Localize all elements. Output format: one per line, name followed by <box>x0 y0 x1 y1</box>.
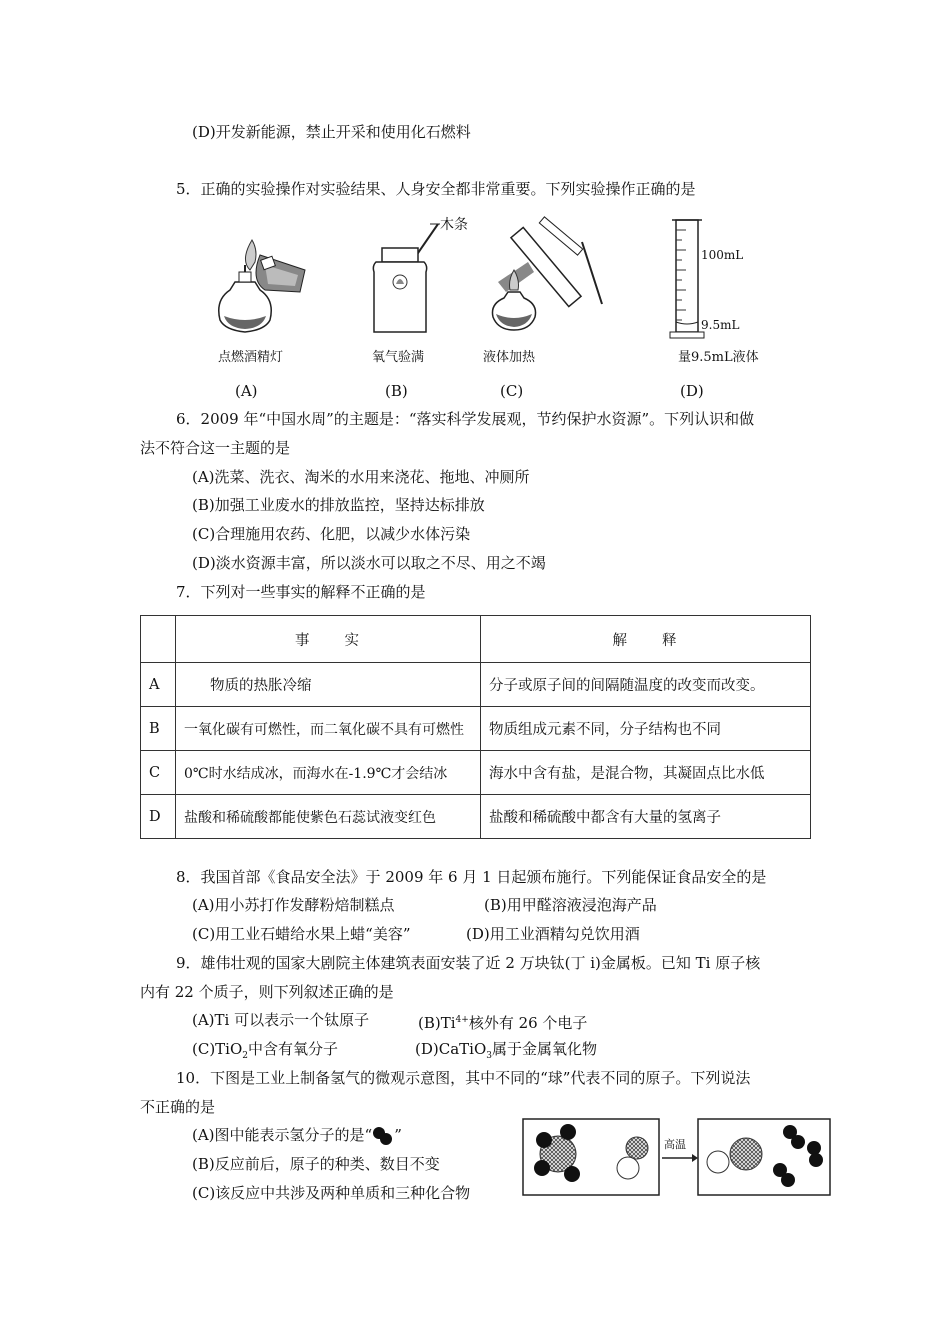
row-letter: B <box>141 707 176 751</box>
figure-b-label: 氧气验满 <box>372 350 425 365</box>
q10-option-c: (C)该反应中共涉及两种单质和三种化合物 <box>192 1184 471 1202</box>
figure-a-label: 点燃酒精灯 <box>218 350 284 365</box>
q9-b-post: 核外有 26 个电子 <box>468 1014 588 1032</box>
cylinder-top-mark: 100mL <box>701 248 744 262</box>
header-blank <box>141 616 176 663</box>
row-letter: A <box>141 663 176 707</box>
q8-option-c: (C)用工业石蜡给水果上蜡“美容” <box>192 925 411 943</box>
q10-stem-line2: 不正确的是 <box>140 1098 216 1116</box>
table-row <box>141 751 811 795</box>
q10-option-a <box>192 1124 402 1146</box>
table-header-row <box>141 616 811 663</box>
row-explain: 海水中含有盐，是混合物，其凝固点比水低 <box>481 751 811 795</box>
header-fact: 事 实 <box>176 616 481 663</box>
q9-option-a: (A)Ti 可以表示一个钛原子 <box>192 1011 370 1029</box>
q8-stem: 8．我国首部《食品安全法》于 2009 年 6 月 1 日起颁布施行。下列能保证食品安全的是 <box>176 868 767 886</box>
row-letter: D <box>141 795 176 839</box>
q9-d-pre: (D)CaTiO <box>415 1040 487 1058</box>
facts-table <box>140 615 811 839</box>
q9-option-b <box>418 1009 587 1034</box>
row-fact: 一氧化碳有可燃性，而二氧化碳不具有可燃性 <box>176 707 481 751</box>
q5-letter-a: (A) <box>235 382 258 400</box>
row-fact: 0℃时水结成冰，而海水在-1.9℃才会结冰 <box>176 751 481 795</box>
hydrogen-molecule-icon <box>372 1126 394 1146</box>
q5-letter-d: (D) <box>680 382 704 400</box>
q5-stem: 5．正确的实验操作对实验结果、人身安全都非常重要。下列实验操作正确的是 <box>176 180 696 198</box>
q6-option-c: (C)合理施用农药、化肥，以减少水体污染 <box>192 525 471 543</box>
q5-letter-c: (C) <box>500 382 524 400</box>
row-letter: C <box>141 751 176 795</box>
q8-option-b: (B)用甲醛溶液浸泡海产品 <box>484 896 657 914</box>
q6-stem-line1: 6．2009 年“中国水周”的主题是：“落实科学发展观，节约保护水资源”。下列认识和做 <box>176 410 755 428</box>
q6-option-a: (A)洗菜、洗衣、淘米的水用来浇花、拖地、冲厕所 <box>192 468 530 486</box>
q9-d-sub: 3 <box>486 1051 492 1061</box>
figure-a-lighting-lamp <box>210 220 320 340</box>
q9-d-post: 属于金属氧化物 <box>491 1040 597 1058</box>
figure-c-label: 液体加热 <box>483 350 536 365</box>
q9-c-pre: (C)TiO <box>192 1040 243 1058</box>
q5-letter-b: (B) <box>385 382 408 400</box>
cylinder-level-mark: 9.5mL <box>701 318 740 332</box>
q9-option-d <box>415 1038 597 1067</box>
q9-c-sub: 2 <box>242 1051 249 1061</box>
q6-option-b: (B)加强工业废水的排放监控，坚持达标排放 <box>192 496 485 514</box>
q9-stem-line1: 9．雄伟壮观的国家大剧院主体建筑表面安装了近 2 万块钛(丁 i)金属板。已知 Ti 原子核 <box>176 954 761 972</box>
q10-a-pre: (A)图中能表示氢分子的是“ <box>192 1126 373 1144</box>
q10-stem-line1: 10．下图是工业上制备氢气的微观示意图，其中不同的“球”代表不同的原子。下列说法 <box>176 1069 751 1087</box>
table-row <box>141 707 811 751</box>
high-temperature-label: 高温 <box>664 1138 686 1151</box>
q9-b-pre: (B)Ti <box>418 1014 456 1032</box>
figure-d-label: 量9.5mL液体 <box>678 350 759 365</box>
q10-a-post: ” <box>394 1126 402 1144</box>
row-fact: 物质的热胀冷缩 <box>176 663 481 707</box>
q6-option-d: (D)淡水资源丰富，所以淡水可以取之不尽、用之不竭 <box>192 554 546 572</box>
q6-stem-line2: 法不符合这一主题的是 <box>140 439 291 457</box>
row-explain: 盐酸和稀硫酸中都含有大量的氢离子 <box>481 795 811 839</box>
q4-option-d: (D)开发新能源，禁止开采和使用化石燃料 <box>192 123 471 141</box>
wood-stick-label: 木条 <box>440 217 468 233</box>
q9-stem-line2: 内有 22 个质子，则下列叙述正确的是 <box>140 983 394 1001</box>
q10-option-b: (B)反应前后，原子的种类、数目不变 <box>192 1155 440 1173</box>
q8-option-a: (A)用小苏打作发酵粉焙制糕点 <box>192 896 395 914</box>
q9-c-post: 中含有氧分子 <box>248 1040 339 1058</box>
row-explain: 物质组成元素不同，分子结构也不同 <box>481 707 811 751</box>
q8-option-d: (D)用工业酒精勾兑饮用酒 <box>466 925 640 943</box>
table-row <box>141 795 811 839</box>
figure-c-liquid-heating <box>478 212 613 342</box>
header-explain: 解 释 <box>481 616 811 663</box>
q7-stem: 7．下列对一些事实的解释不正确的是 <box>176 583 426 601</box>
q9-b-sup: 4+ <box>455 1015 469 1025</box>
table-row <box>141 663 811 707</box>
q9-option-c <box>192 1038 338 1067</box>
row-fact: 盐酸和稀硫酸都能使紫色石蕊试液变红色 <box>176 795 481 839</box>
row-explain: 分子或原子间的间隔随温度的改变而改变。 <box>481 663 811 707</box>
reaction-diagram <box>522 1118 832 1198</box>
